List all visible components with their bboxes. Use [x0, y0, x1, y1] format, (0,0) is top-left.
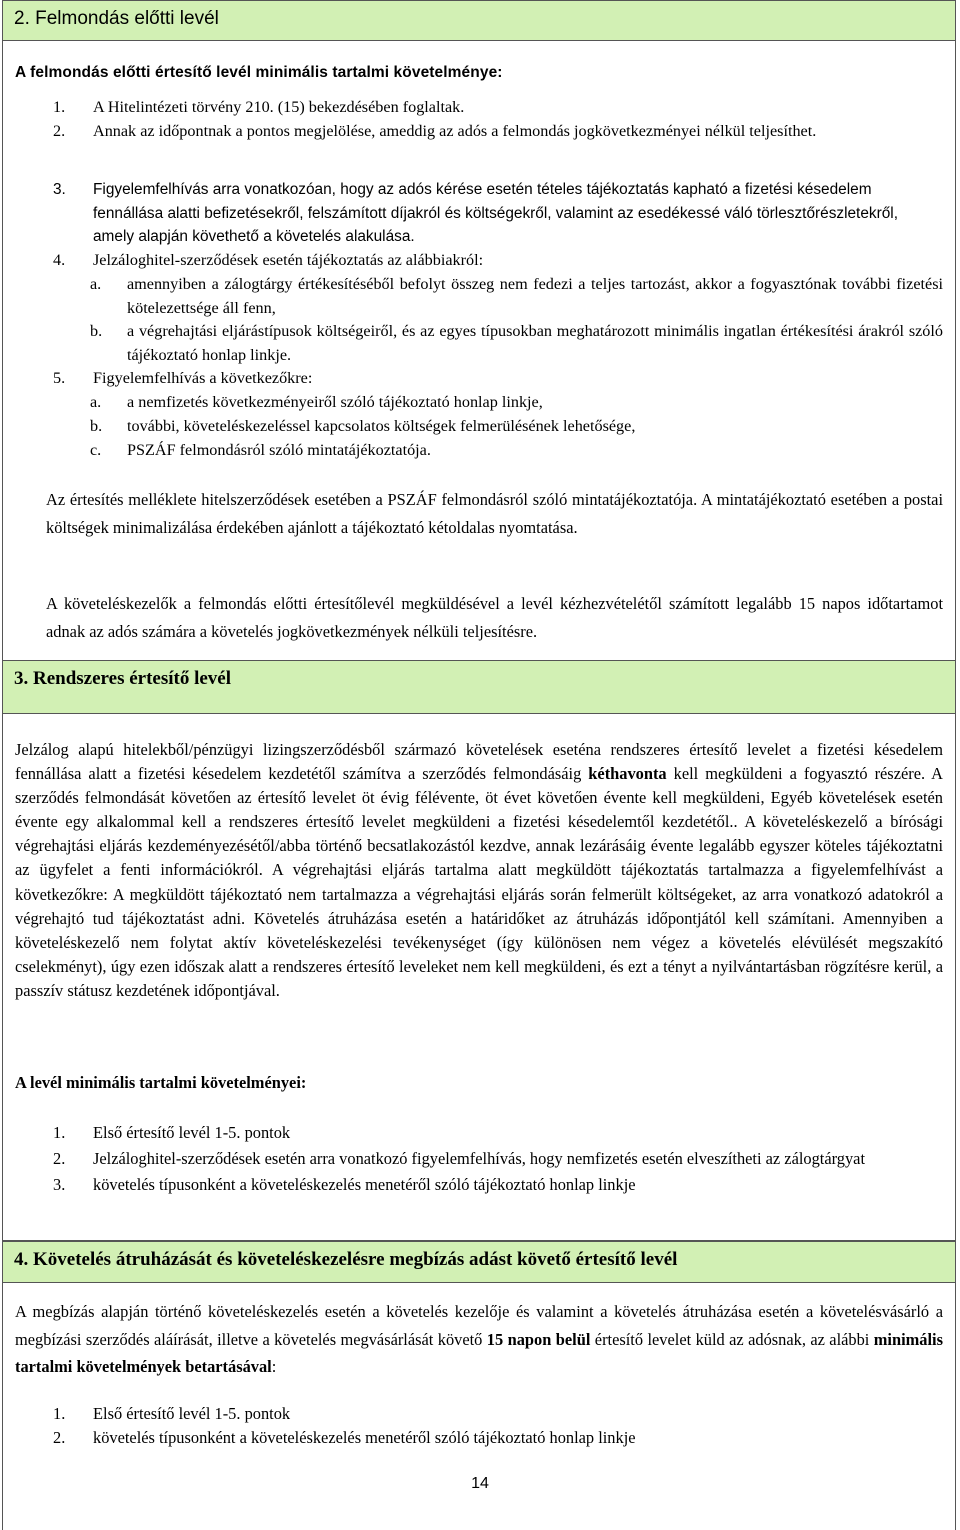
sub-item-text: a nemfizetés következményeiről szóló tájékoztató honlap linkje, [127, 393, 543, 411]
item-number: 2. [53, 122, 66, 140]
paragraph-text: A megbízás alapján történő követeléskezelés esetén a követelés kezelője és valamint a követelés átruházása esetén a követelésvásárló a megbízási szerződés aláírását, illetve a követelés megvásárlását követő [15, 1302, 943, 1349]
section-2-header [3, 1, 955, 41]
sub-item-letter: a. [90, 275, 102, 293]
paragraph-text: : [271, 1357, 277, 1376]
section-3-header [3, 661, 955, 714]
list-item [53, 1172, 943, 1198]
sub-item [90, 391, 943, 415]
item-text: Figyelemfelhívás arra vonatkozóan, hogy az adós kérése esetén tételes tájékoztatás kapható a fizetési késedelem fennállása alatti befizetésekről, felszámított díjakról és költségekről, valamint az esedékessé váló törlesztőrészletekről, amely alapján követhető a követelés alakulása. [93, 181, 898, 245]
sub-item-letter: b. [90, 417, 103, 435]
item-text: Első értesítő levél 1-5. pontok [93, 1404, 291, 1423]
list-item [53, 96, 943, 120]
sub-item [90, 439, 943, 463]
item-text: Jelzáloghitel-szerződések esetén arra vonatkozó figyelemfelhívás, hogy nemfizetés esetén elveszítheti az zálogtárgyat [93, 1149, 865, 1168]
list-item [53, 367, 943, 391]
sub-item-letter: a. [90, 393, 102, 411]
paragraph-text: kell megküldeni a fogyasztó részére. A szerződés felmondását követően az értesítő levelet öt évig félévente, öt évet követően évente kell megküldeni, Egyéb követelések esetén évente egy alkalommal kell a rendszeres értesítő levelet megküldeni a fizetési késedelemtől kezdetétől.. A követeléskezelő a bírósági végrehajtási eljárás kezdeményezésétől/abba történő becsatlakozástól kezdve, annak lezárásáig évente legalább egyszer köteles tájékoztatni az ügyfelet a fenti információkról. A végrehajtási eljárás tartalma alatt megküldött tájékoztatás tartalmazza a figyelemfelhívást a következőkre: A megküldött tájékoztató nem tartalmazza a végrehajtási eljárás során felmerült költségeket, az arra vonatkozó adatokról a végrehajtó tud tájékoztatást adni. Követelés átruházása esetén a határidőket az átruházás időpontjától kell számítani. Amennyiben a követeléskezelő nem folytat aktív követeléskezelési tevékenységet (így különösen nem végez a követelés elévülését megszakító cselekményt), úgy ezen időszak alatt a rendszeres értesítő leveleket nem kell megküldeni, és ezt a tényt a nyilvántartásban rögzítésre kerül, a passzív státusz kezdetének időpontjával. [15, 764, 944, 1000]
section-4-header [3, 1241, 955, 1283]
sub-item [90, 273, 943, 320]
item-number: 3. [53, 181, 66, 198]
item-number: 4. [53, 251, 66, 269]
section-3-list [53, 1120, 943, 1198]
section-4-list [53, 1402, 943, 1450]
sub-item [90, 320, 943, 367]
item-text: Annak az időpontnak a pontos megjelölése, ameddig az adós a felmondás jogkövetkezményei nélkül teljesíthet. [93, 122, 817, 140]
section-2-subtitle: A felmondás előtti értesítő levél minimális tartalmi követelménye: [15, 64, 503, 81]
section-2-title: 2. Felmondás előtti levél [14, 8, 219, 29]
sub-item-text: amennyiben a zálogtárgy értékesítéséből befolyt összeg nem fedezi a teljes tartozást, akkor a fogyasztónak további fizetési kötelezettsége áll fenn, [127, 275, 943, 317]
item-text: Első értesítő levél 1-5. pontok [93, 1123, 291, 1142]
list-item [53, 1120, 943, 1146]
item-number: 1. [53, 98, 66, 116]
section-3-title: 3. Rendszeres értesítő levél [14, 668, 232, 689]
sub-item-letter: c. [90, 441, 102, 459]
list-item [53, 178, 943, 249]
list-item [53, 120, 943, 144]
sub-item-text: a végrehajtási eljárástípusok költségeiről, és az egyes típusokban meghatározott minimális ingatlan értékesítési árakról szóló tájékoztató honlap linkje. [127, 322, 943, 364]
section-3-paragraph [15, 738, 943, 1003]
page-number: 14 [471, 1475, 489, 1492]
item-text: követelés típusonként a követeléskezelés menetéről szóló tájékoztató honlap linkje [93, 1175, 636, 1194]
item-number: 2. [53, 1149, 66, 1168]
section-4-title: 4. Követelés átruházását és követeléskezelésre megbízás adást követő értesítő levél [14, 1249, 678, 1270]
list-item [53, 1146, 943, 1172]
paragraph-text: Jelzálog alapú hitelekből/pénzügyi lizingszerződésből származó követelések eseténa rendszeres értesítő levelet a fizetési késedelem fennállása alatt a fizetési késedelem kezdetétől számítva a szerződés felmondásáig [15, 740, 943, 784]
list-item [53, 1402, 943, 1426]
sub-item-text: PSZÁF felmondásról szóló mintatájékoztatója. [127, 441, 431, 459]
item-number: 3. [53, 1175, 66, 1194]
item-text: A Hitelintézeti törvény 210. (15) bekezdésében foglaltak. [93, 98, 465, 116]
item-number: 1. [53, 1404, 66, 1423]
sub-item-text: további, követeléskezeléssel kapcsolatos költségek felmerülésének lehetősége, [127, 417, 636, 435]
paragraph-text: értesítő levelet küld az adósnak, az alábbi [590, 1329, 874, 1349]
section-2-paragraph-2: A követeléskezelők a felmondás előtti értesítőlevél megküldésével a levél kézhezvételétől számított legalább 15 napos időtartamot adnak az adós számára a követelés jogkövetkezmények nélküli teljesítésre. [46, 594, 943, 641]
item-number: 1. [53, 1123, 66, 1142]
paragraph-bold: 15 napon belül [486, 1329, 591, 1349]
item-number: 5. [53, 369, 66, 387]
section-2-paragraph-1: Az értesítés melléklete hitelszerződések esetében a PSZÁF felmondásról szóló mintatájékoztatója. A mintatájékoztató esetében a postai költségek minimalizálása érdekében ajánlott a tájékoztató kétoldalas nyomtatása. [46, 490, 943, 537]
item-text: követelés típusonként a követeléskezelés menetéről szóló tájékoztató honlap linkje [93, 1428, 636, 1447]
list-item [53, 1426, 943, 1450]
sub-item-letter: b. [90, 322, 103, 340]
item-number: 2. [53, 1428, 66, 1447]
paragraph-bold: minimális tartalmi követelmények betartásával [15, 1329, 943, 1376]
item-text: Jelzáloghitel-szerződések esetén tájékoztatás az alábbiakról: [93, 251, 484, 269]
section-3-subtitle: A levél minimális tartalmi követelményei: [15, 1073, 307, 1092]
list-item [53, 249, 943, 273]
item-text: Figyelemfelhívás a következőkre: [93, 369, 313, 387]
paragraph-bold: kéthavonta [588, 764, 667, 784]
sub-item [90, 415, 943, 439]
section-4-paragraph [15, 1298, 943, 1381]
